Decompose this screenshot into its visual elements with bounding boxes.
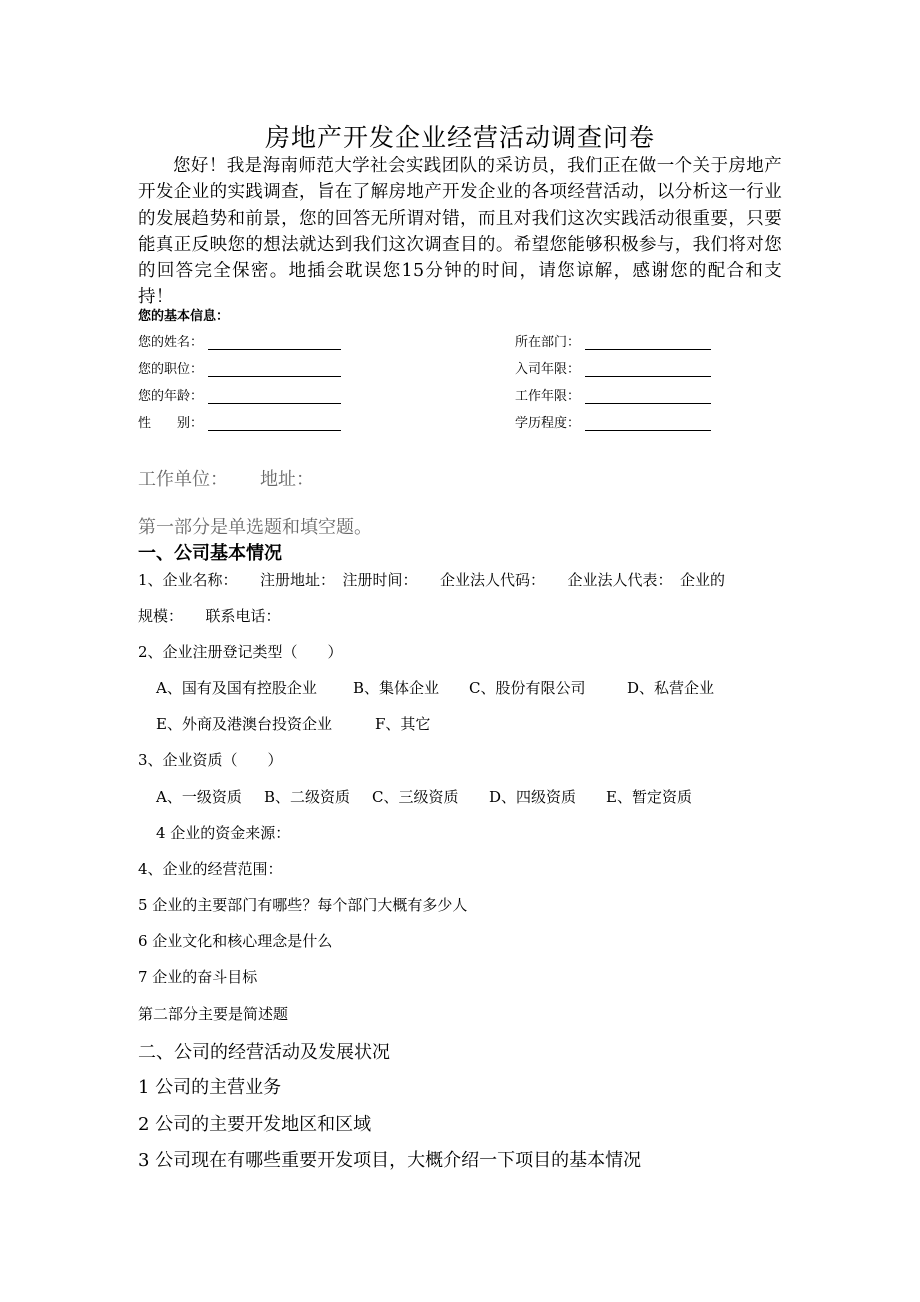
document-title: 房地产开发企业经营活动调查问卷 — [264, 123, 655, 152]
q3-option-a[interactable]: A、一级资质 — [156, 788, 242, 806]
q3-option-b[interactable]: B、二级资质 — [264, 788, 351, 806]
question-1-line2: 规模： 联系电话： — [138, 607, 281, 625]
field-age — [138, 385, 341, 404]
field-label: 入司年限： — [515, 362, 581, 377]
intro-paragraph: 您好！我是海南师范大学社会实践团队的采访员，我们正在做一个关于房地产开发企业的实践调查，旨在了解房地产开发企业的各项经营活动，以分析这一行业的发展趋势和前景，您的回答无所谓对错，而且对我们这次实践活动很重要，只要能真正反映您的想法就达到我们这次调查目的。希望您能够积极参与，我们将对您的回答完全保密。地插会耽误您15分钟的时间，请您谅解，感谢您的配合和支持！ — [138, 156, 782, 308]
field-blank-line[interactable] — [208, 333, 341, 350]
section1-heading: 一、公司基本情况 — [138, 543, 282, 564]
q3-option-d[interactable]: D、四级资质 — [489, 788, 577, 806]
question-1-line1: 1、企业名称： 注册地址： 注册时间： 企业法人代码： 企业法人代表： 企业的 — [138, 571, 726, 589]
basic-info-heading: 您的基本信息： — [138, 309, 230, 324]
field-label: 您的职位： — [138, 362, 204, 377]
work-unit-label: 工作单位： — [138, 469, 228, 490]
part2-intro: 第二部分主要是简述题 — [138, 1005, 289, 1023]
question-6: 6 企业文化和核心理念是什么 — [138, 932, 333, 950]
field-years-work — [515, 385, 711, 404]
question-4-funding: 4 企业的资金来源： — [156, 824, 291, 842]
q2-option-e[interactable]: E、外商及港澳台投资企业 — [156, 715, 332, 733]
field-department — [515, 331, 711, 350]
question-4-scope: 4、企业的经营范围： — [138, 860, 283, 878]
field-label: 您的年龄： — [138, 389, 204, 404]
field-name — [138, 331, 341, 350]
section2-question-3: 3 公司现在有哪些重要开发项目，大概介绍一下项目的基本情况 — [138, 1150, 642, 1171]
field-label: 所在部门： — [515, 335, 581, 350]
field-years-company — [515, 358, 711, 377]
q2-option-d[interactable]: D、私营企业 — [627, 679, 715, 697]
section2-question-1: 1 公司的主营业务 — [138, 1077, 282, 1098]
field-blank-line[interactable] — [208, 414, 341, 431]
q2-option-b[interactable]: B、集体企业 — [353, 679, 440, 697]
question-3: 3、企业资质（ ） — [138, 751, 283, 769]
section2-heading: 二、公司的经营活动及发展状况 — [138, 1042, 390, 1063]
section2-question-2: 2 公司的主要开发地区和区域 — [138, 1114, 372, 1135]
field-blank-line[interactable] — [585, 414, 711, 431]
q2-option-c[interactable]: C、股份有限公司 — [469, 679, 586, 697]
q2-option-f[interactable]: F、其它 — [375, 715, 431, 733]
part1-intro: 第一部分是单选题和填空题。 — [138, 517, 372, 538]
field-label: 性 别： — [138, 416, 204, 431]
field-label: 学历程度： — [515, 416, 581, 431]
q3-option-c[interactable]: C、三级资质 — [372, 788, 459, 806]
field-label: 工作年限： — [515, 389, 581, 404]
q3-option-e[interactable]: E、暂定资质 — [606, 788, 692, 806]
field-gender — [138, 412, 341, 431]
question-7: 7 企业的奋斗目标 — [138, 968, 258, 986]
field-blank-line[interactable] — [208, 360, 341, 377]
field-education — [515, 412, 711, 431]
question-2: 2、企业注册登记类型（ ） — [138, 643, 343, 661]
field-blank-line[interactable] — [585, 333, 711, 350]
question-5: 5 企业的主要部门有哪些？每个部门大概有多少人 — [138, 896, 468, 914]
field-blank-line[interactable] — [585, 360, 711, 377]
address-label: 地址： — [260, 469, 314, 490]
field-blank-line[interactable] — [208, 387, 341, 404]
field-label: 您的姓名： — [138, 335, 204, 350]
q2-option-a[interactable]: A、国有及国有控股企业 — [156, 679, 317, 697]
field-position — [138, 358, 341, 377]
field-blank-line[interactable] — [585, 387, 711, 404]
